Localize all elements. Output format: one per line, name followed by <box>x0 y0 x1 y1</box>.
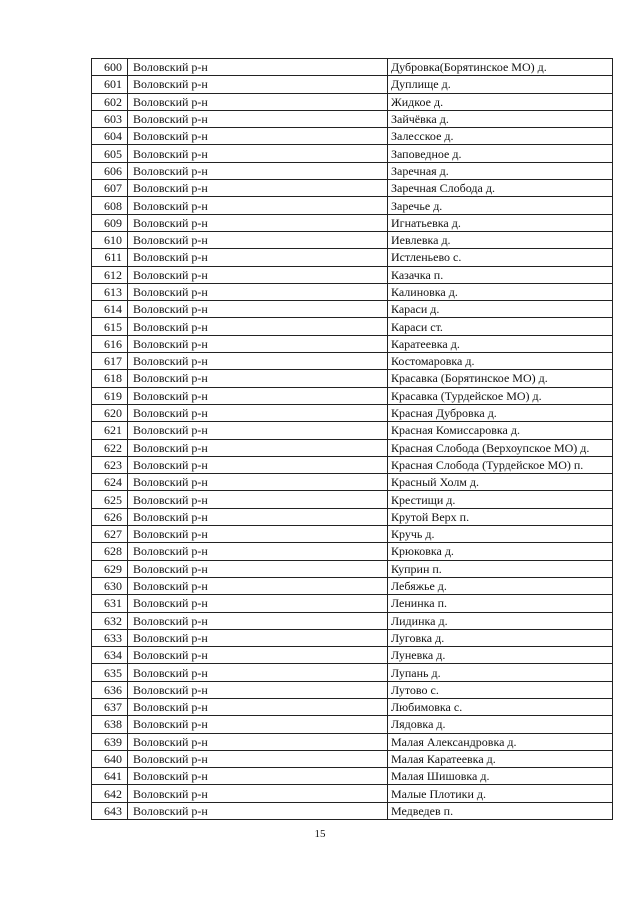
locality-cell: Костомаровка д. <box>388 353 613 370</box>
table-row <box>92 301 613 318</box>
locality-cell: Лупань д. <box>388 664 613 681</box>
region-cell: Воловский р-н <box>128 110 388 127</box>
table-row <box>92 768 613 785</box>
region-cell: Воловский р-н <box>128 404 388 421</box>
row-number: 624 <box>92 474 128 491</box>
locality-cell: Малая Александровка д. <box>388 733 613 750</box>
table-row <box>92 335 613 352</box>
table-row <box>92 560 613 577</box>
table-row <box>92 353 613 370</box>
row-number: 617 <box>92 353 128 370</box>
region-cell: Воловский р-н <box>128 508 388 525</box>
row-number: 602 <box>92 93 128 110</box>
row-number: 622 <box>92 439 128 456</box>
row-number: 606 <box>92 162 128 179</box>
region-cell: Воловский р-н <box>128 214 388 231</box>
table-row <box>92 508 613 525</box>
table-row <box>92 491 613 508</box>
table-row <box>92 474 613 491</box>
row-number: 629 <box>92 560 128 577</box>
table-row <box>92 145 613 162</box>
region-cell: Воловский р-н <box>128 301 388 318</box>
table-row <box>92 733 613 750</box>
table-row <box>92 110 613 127</box>
table-row <box>92 214 613 231</box>
locality-cell: Медведев п. <box>388 802 613 819</box>
table-row <box>92 595 613 612</box>
row-number: 611 <box>92 249 128 266</box>
region-cell: Воловский р-н <box>128 180 388 197</box>
table-row <box>92 577 613 594</box>
locality-cell: Казачка п. <box>388 266 613 283</box>
row-number: 625 <box>92 491 128 508</box>
region-cell: Воловский р-н <box>128 197 388 214</box>
locality-cell: Зайчёвка д. <box>388 110 613 127</box>
locality-cell: Луговка д. <box>388 629 613 646</box>
region-cell: Воловский р-н <box>128 128 388 145</box>
locality-cell: Лутово с. <box>388 681 613 698</box>
region-cell: Воловский р-н <box>128 145 388 162</box>
table-row <box>92 785 613 802</box>
locality-cell: Залесское д. <box>388 128 613 145</box>
row-number: 630 <box>92 577 128 594</box>
row-number: 620 <box>92 404 128 421</box>
row-number: 628 <box>92 543 128 560</box>
locality-cell: Жидкое д. <box>388 93 613 110</box>
locality-cell: Красавка (Борятинское МО) д. <box>388 370 613 387</box>
table-row <box>92 526 613 543</box>
locality-cell: Малая Каратеевка д. <box>388 750 613 767</box>
table-row <box>92 180 613 197</box>
row-number: 603 <box>92 110 128 127</box>
table-row <box>92 249 613 266</box>
region-cell: Воловский р-н <box>128 698 388 715</box>
region-cell: Воловский р-н <box>128 456 388 473</box>
region-cell: Воловский р-н <box>128 474 388 491</box>
locality-cell: Каратеевка д. <box>388 335 613 352</box>
region-cell: Воловский р-н <box>128 335 388 352</box>
locality-cell: Красный Холм д. <box>388 474 613 491</box>
region-cell: Воловский р-н <box>128 612 388 629</box>
table-row <box>92 266 613 283</box>
locality-cell: Калиновка д. <box>388 283 613 300</box>
row-number: 601 <box>92 76 128 93</box>
row-number: 605 <box>92 145 128 162</box>
table-row <box>92 162 613 179</box>
row-number: 608 <box>92 197 128 214</box>
region-cell: Воловский р-н <box>128 370 388 387</box>
locality-cell: Крестищи д. <box>388 491 613 508</box>
table-row <box>92 128 613 145</box>
row-number: 616 <box>92 335 128 352</box>
region-cell: Воловский р-н <box>128 526 388 543</box>
locality-cell: Лидинка д. <box>388 612 613 629</box>
table-row <box>92 93 613 110</box>
row-number: 618 <box>92 370 128 387</box>
row-number: 634 <box>92 647 128 664</box>
locality-cell: Иевлевка д. <box>388 231 613 248</box>
table-row <box>92 283 613 300</box>
row-number: 607 <box>92 180 128 197</box>
table-row <box>92 387 613 404</box>
locality-cell: Игнатьевка д. <box>388 214 613 231</box>
region-cell: Воловский р-н <box>128 733 388 750</box>
row-number: 640 <box>92 750 128 767</box>
table-row <box>92 612 613 629</box>
row-number: 623 <box>92 456 128 473</box>
locality-cell: Лебяжье д. <box>388 577 613 594</box>
locality-cell: Дуплище д. <box>388 76 613 93</box>
locality-cell: Кручь д. <box>388 526 613 543</box>
region-cell: Воловский р-н <box>128 560 388 577</box>
locality-cell: Заречная д. <box>388 162 613 179</box>
table-row <box>92 456 613 473</box>
row-number: 633 <box>92 629 128 646</box>
row-number: 609 <box>92 214 128 231</box>
row-number: 621 <box>92 422 128 439</box>
locality-cell: Малые Плотики д. <box>388 785 613 802</box>
region-cell: Воловский р-н <box>128 162 388 179</box>
row-number: 615 <box>92 318 128 335</box>
region-cell: Воловский р-н <box>128 439 388 456</box>
table-row <box>92 750 613 767</box>
locality-cell: Заповедное д. <box>388 145 613 162</box>
region-cell: Воловский р-н <box>128 93 388 110</box>
region-cell: Воловский р-н <box>128 629 388 646</box>
locality-cell: Красавка (Турдейское МО) д. <box>388 387 613 404</box>
region-cell: Воловский р-н <box>128 543 388 560</box>
table-row <box>92 629 613 646</box>
row-number: 627 <box>92 526 128 543</box>
locality-cell: Крюковка д. <box>388 543 613 560</box>
row-number: 600 <box>92 59 128 76</box>
locality-table <box>91 58 613 820</box>
region-cell: Воловский р-н <box>128 750 388 767</box>
row-number: 632 <box>92 612 128 629</box>
table-row <box>92 647 613 664</box>
region-cell: Воловский р-н <box>128 768 388 785</box>
region-cell: Воловский р-н <box>128 491 388 508</box>
table-row <box>92 370 613 387</box>
table-row <box>92 698 613 715</box>
locality-cell: Заречье д. <box>388 197 613 214</box>
locality-cell: Караси д. <box>388 301 613 318</box>
region-cell: Воловский р-н <box>128 76 388 93</box>
row-number: 626 <box>92 508 128 525</box>
locality-cell: Красная Комиссаровка д. <box>388 422 613 439</box>
row-number: 631 <box>92 595 128 612</box>
region-cell: Воловский р-н <box>128 353 388 370</box>
region-cell: Воловский р-н <box>128 802 388 819</box>
row-number: 604 <box>92 128 128 145</box>
table-row <box>92 664 613 681</box>
region-cell: Воловский р-н <box>128 681 388 698</box>
locality-cell: Крутой Верх п. <box>388 508 613 525</box>
table-row <box>92 76 613 93</box>
row-number: 614 <box>92 301 128 318</box>
table-row <box>92 59 613 76</box>
table-row <box>92 439 613 456</box>
table-body <box>92 59 613 820</box>
row-number: 619 <box>92 387 128 404</box>
locality-cell: Истленьево с. <box>388 249 613 266</box>
locality-cell: Красная Слобода (Турдейское МО) п. <box>388 456 613 473</box>
region-cell: Воловский р-н <box>128 422 388 439</box>
locality-cell: Лядовка д. <box>388 716 613 733</box>
region-cell: Воловский р-н <box>128 647 388 664</box>
row-number: 642 <box>92 785 128 802</box>
row-number: 637 <box>92 698 128 715</box>
region-cell: Воловский р-н <box>128 318 388 335</box>
table-row <box>92 422 613 439</box>
region-cell: Воловский р-н <box>128 231 388 248</box>
row-number: 636 <box>92 681 128 698</box>
row-number: 641 <box>92 768 128 785</box>
region-cell: Воловский р-н <box>128 664 388 681</box>
row-number: 613 <box>92 283 128 300</box>
region-cell: Воловский р-н <box>128 716 388 733</box>
region-cell: Воловский р-н <box>128 283 388 300</box>
table-row <box>92 543 613 560</box>
row-number: 639 <box>92 733 128 750</box>
page-number: 15 <box>314 828 326 840</box>
table-row <box>92 197 613 214</box>
row-number: 610 <box>92 231 128 248</box>
region-cell: Воловский р-н <box>128 595 388 612</box>
table-row <box>92 681 613 698</box>
table-row <box>92 802 613 819</box>
locality-cell: Красная Дубровка д. <box>388 404 613 421</box>
table-row <box>92 318 613 335</box>
table-row <box>92 404 613 421</box>
region-cell: Воловский р-н <box>128 785 388 802</box>
locality-cell: Луневка д. <box>388 647 613 664</box>
table-row <box>92 716 613 733</box>
row-number: 638 <box>92 716 128 733</box>
row-number: 643 <box>92 802 128 819</box>
region-cell: Воловский р-н <box>128 266 388 283</box>
locality-cell: Любимовка с. <box>388 698 613 715</box>
locality-cell: Караси ст. <box>388 318 613 335</box>
region-cell: Воловский р-н <box>128 249 388 266</box>
table-row <box>92 231 613 248</box>
region-cell: Воловский р-н <box>128 577 388 594</box>
locality-cell: Красная Слобода (Верхоупское МО) д. <box>388 439 613 456</box>
region-cell: Воловский р-н <box>128 387 388 404</box>
row-number: 635 <box>92 664 128 681</box>
row-number: 612 <box>92 266 128 283</box>
region-cell: Воловский р-н <box>128 59 388 76</box>
locality-cell: Куприн п. <box>388 560 613 577</box>
locality-cell: Дубровка(Борятинское МО) д. <box>388 59 613 76</box>
locality-cell: Ленинка п. <box>388 595 613 612</box>
locality-cell: Заречная Слобода д. <box>388 180 613 197</box>
locality-cell: Малая Шишовка д. <box>388 768 613 785</box>
